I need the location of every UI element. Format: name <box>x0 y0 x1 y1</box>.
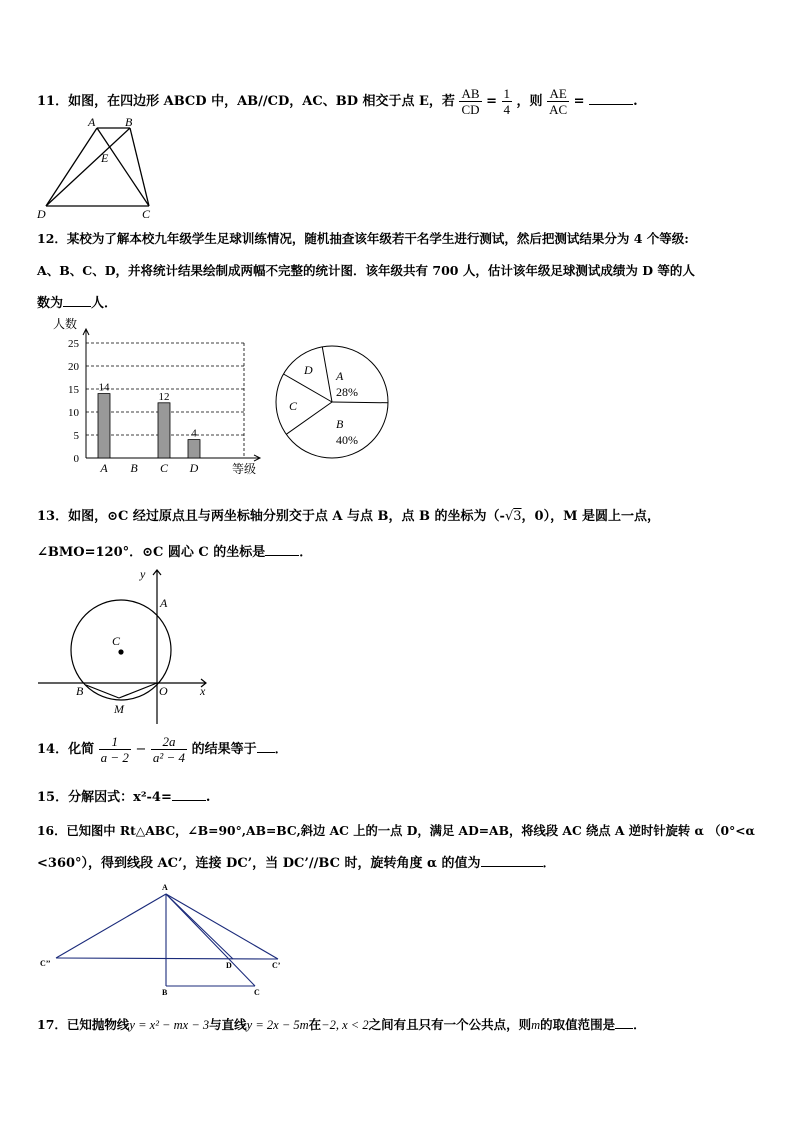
q11-fraction-ab-cd: $\frac{AB}{CD}$ <box>461 86 480 117</box>
q12-line1: 12．某校为了解本校九年级学生足球训练情况，随机抽查该年级若干名学生进行测试，然后把测试结果分为 4 个等级: <box>37 231 689 246</box>
q12-answer-blank[interactable] <box>63 294 91 307</box>
q13-line1 <box>37 505 660 524</box>
q17-text <box>37 1015 646 1033</box>
q14-fraction-2: $\frac{2a}{\text{a² − 4}}$ <box>152 734 186 765</box>
q14-text <box>37 734 288 765</box>
q13-label-o: O <box>159 684 168 698</box>
q17-line-equation: y = 2x − 5m <box>246 1018 309 1032</box>
q17-end: ． <box>633 1017 646 1032</box>
q13-label-b: B <box>76 684 84 698</box>
sqrt-symbol: √ <box>504 509 514 524</box>
q13-sqrt-radicand: 3 <box>513 509 522 524</box>
q14-minus: − <box>135 742 147 757</box>
q14-fraction-1: $\frac{1}{a - 2}$ <box>100 734 129 765</box>
pie-slice-label-d: D <box>304 363 313 377</box>
bar-chart-category-a: A <box>100 461 108 475</box>
q14-prefix: 14．化简 <box>37 742 95 757</box>
q13-label-c: C <box>112 634 121 648</box>
bar-data-label-d: 4 <box>191 427 197 440</box>
bar-chart <box>38 316 270 478</box>
bar-chart-ytick-label: 20 <box>68 361 79 373</box>
q11-label-d: D <box>37 207 46 221</box>
q13-line1-pre: 13．如图，⊙C 经过原点且与两坐标轴分别交于点 A 与点 B，点 B 的坐标为（- <box>37 509 505 524</box>
bar-a <box>98 394 110 458</box>
bar-chart-ytick-label: 5 <box>73 430 79 442</box>
pie-slice-value-b: 40% <box>336 433 358 447</box>
pie-slice-label-c: C <box>289 399 298 413</box>
q15-answer-blank[interactable] <box>172 788 206 801</box>
bar-chart-xlabel: 等级 <box>232 462 257 476</box>
pie-slice-label-b: B <box>336 417 344 431</box>
q13-label-y: y <box>140 567 146 581</box>
q16-label-c: C <box>254 988 260 997</box>
q13-line1-post: ，0），M 是圆上一点， <box>521 509 660 524</box>
q13-circle-figure <box>36 562 216 727</box>
q15-prefix: 15．分解因式：x²-4= <box>37 790 172 805</box>
q17-part2: 与直线 <box>209 1017 247 1032</box>
bar-chart-ytick-label: 25 <box>68 338 79 350</box>
q17-part1: 17．已知抛物线 <box>37 1017 130 1032</box>
q13-line2 <box>37 541 312 560</box>
q12-line3-post: 人． <box>91 296 118 311</box>
q11-text <box>37 86 638 117</box>
q11-label-b: B <box>125 115 133 129</box>
q13-answer-blank[interactable] <box>265 543 299 556</box>
q14-end: ． <box>274 742 288 757</box>
q11-label-c: C <box>142 207 151 221</box>
q16-line1: 16．已知图中 Rt△ABC，∠B=90°,AB=BC,斜边 AC 上的一点 D，满足 AD=AB，将线段 AC 绕点 A 逆时针旋转 α （0°<α <box>37 823 756 838</box>
bar-chart-ytick-label: 15 <box>68 384 79 396</box>
q11-label-e: E <box>101 151 109 165</box>
bar-c <box>158 403 170 458</box>
q11-equals: = <box>486 94 497 109</box>
bar-chart-ylabel: 人数 <box>53 317 78 331</box>
q12-line3 <box>37 292 117 311</box>
q13-label-a: A <box>160 596 168 610</box>
pie-chart <box>270 340 395 465</box>
q17-part5: 的取值范围是 <box>540 1017 616 1032</box>
q12-line2: A、B、C、D，并将统计结果绘制成两幅不完整的统计图．该年级共有 700 人，估计该年级足球测试成绩为 D 等的人 <box>37 263 695 278</box>
q17-variable-m: m <box>531 1018 541 1032</box>
q15-text <box>37 786 210 805</box>
q16-line2-pre: <360°），得到线段 AC’，连接 DC’，当 DC’//BC 时，旋转角度 α 的值为 <box>37 856 481 871</box>
q13-label-m: M <box>114 702 124 716</box>
pie-slice-value-a: 28% <box>336 385 358 399</box>
q16-answer-blank[interactable] <box>481 854 543 867</box>
q17-parabola-equation: y = x² − mx − 3 <box>129 1018 210 1032</box>
bar-chart-category-d: D <box>189 461 199 475</box>
q16-label-d: D <box>226 961 232 970</box>
q17-answer-blank[interactable] <box>615 1016 633 1029</box>
q11-fraction-one-quarter: $\frac{1}{4}$ <box>503 86 510 117</box>
pie-slice-label-a: A <box>336 369 344 383</box>
q16-line2 <box>37 852 556 871</box>
q13-center-point <box>118 649 123 654</box>
bar-chart-ytick-label: 0 <box>73 453 79 465</box>
q11-answer-blank[interactable] <box>589 92 633 105</box>
q17-range: −2, x < 2 <box>321 1018 369 1032</box>
q13-line2-post: ． <box>299 545 313 560</box>
q11-fraction-ae-ac: $\frac{AE}{AC}$ <box>549 86 568 117</box>
q11-equals-2: = <box>573 94 585 109</box>
bar-chart-ytick-label: 10 <box>68 407 79 419</box>
q16-label-b: B <box>162 988 168 997</box>
q13-line2-pre: ∠BMO=120°．⊙C 圆心 C 的坐标是 <box>37 545 266 560</box>
q11-then: ，则 <box>516 94 543 109</box>
bar-data-label-c: 12 <box>158 390 170 403</box>
q17-part4: 之间有且只有一个公共点，则 <box>368 1017 532 1032</box>
q12-line3-pre: 数为 <box>37 296 64 311</box>
q15-end: . <box>205 790 211 805</box>
q14-answer-blank[interactable] <box>257 740 275 753</box>
q16-label-a: A <box>162 883 168 892</box>
q11-quadrilateral-figure <box>36 116 161 222</box>
q17-part3: 在 <box>308 1017 322 1032</box>
q16-label-c-double-prime: C’’ <box>40 959 51 968</box>
bar-chart-category-c: C <box>159 461 169 475</box>
q13-label-x: x <box>200 684 206 698</box>
q11-end: . <box>633 94 638 109</box>
q11-label-a: A <box>88 115 96 129</box>
bar-chart-category-b: B <box>130 461 138 475</box>
q14-suffix: 的结果等于 <box>191 742 257 757</box>
bar-d <box>188 440 200 458</box>
q16-label-c-prime: C’ <box>272 961 281 970</box>
bar-data-label-a: 14 <box>98 381 110 394</box>
q16-rotation-figure <box>36 880 296 998</box>
q11-prefix: 11．如图，在四边形 ABCD 中，AB//CD，AC、BD 相交于点 E，若 <box>37 94 455 109</box>
q16-line2-post: ． <box>542 856 556 871</box>
